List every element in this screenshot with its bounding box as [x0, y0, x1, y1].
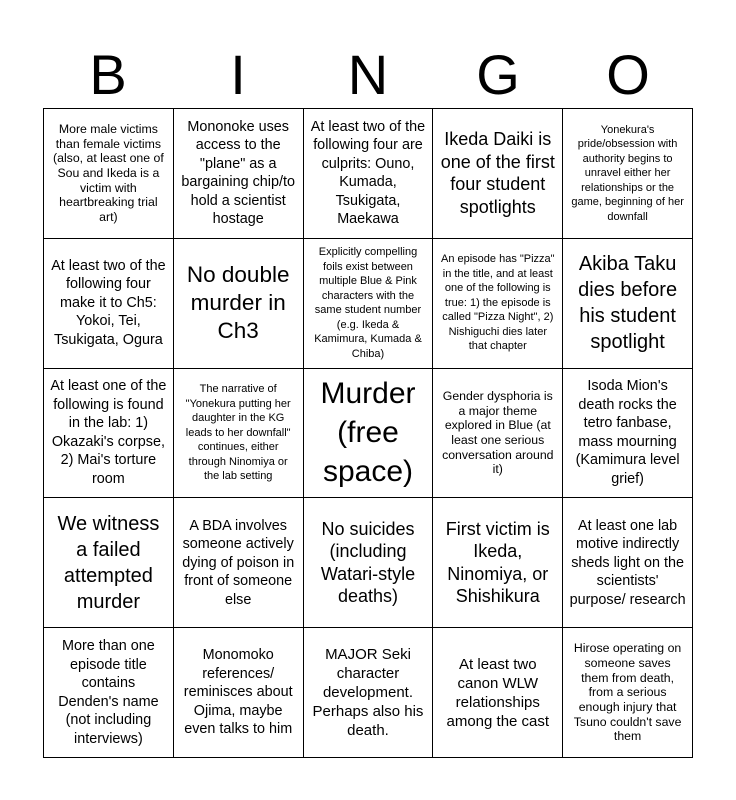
cell-text: Isoda Mion's death rocks the tetro fanbase, mass mourning (Kamimura level grief) — [575, 378, 680, 487]
header-letter-i: I — [230, 43, 246, 106]
cell-text: More than one episode title contains Denden's name (not including interviews) — [58, 638, 159, 747]
bingo-cell-r3c5[interactable] — [563, 369, 693, 499]
cell-text: At least two of the following four make it to Ch5: Yokoi, Tei, Tsukigata, Ogura — [51, 257, 166, 348]
cell-text: An episode has "Pizza" in the title, and at least one of the following is true: 1) the episode is called "Pizza Night", 2) Nishiguchi dies later that chapter — [440, 253, 555, 353]
bingo-cell-r4c2[interactable] — [174, 498, 304, 628]
bingo-cell-r1c3[interactable] — [304, 109, 434, 239]
bingo-cell-r5c3[interactable] — [304, 628, 434, 758]
header-letter-b: B — [89, 43, 127, 106]
cell-text: A BDA involves someone actively dying of poison in front of someone else — [182, 517, 295, 608]
cell-text: The narrative of "Yonekura putting her daughter in the KG leads to her downfall" continues, either through Ninomiya or the lab setting — [185, 383, 291, 483]
cell-text: Mononoke uses access to the "plane" as a bargaining chip/to hold a scientist hostage — [181, 118, 295, 228]
cell-text: Gender dysphoria is a major theme explored in Blue (at least one serious conversation around it) — [442, 388, 554, 477]
cell-text: Explicitly compelling foils exist between multiple Blue & Pink characters with the same student number (e.g. Ikeda & Kamimura, Kumada & Chiba) — [314, 246, 422, 360]
bingo-cell-r4c4[interactable] — [433, 498, 563, 628]
cell-text: At least two canon WLW relationships among the cast — [446, 655, 550, 730]
bingo-cell-free-space[interactable] — [304, 369, 434, 499]
bingo-cell-r1c5[interactable] — [563, 109, 693, 239]
bingo-cell-r3c2[interactable] — [174, 369, 304, 499]
bingo-cell-r2c5[interactable] — [563, 239, 693, 369]
bingo-cell-r2c3[interactable] — [304, 239, 434, 369]
bingo-cell-r2c4[interactable] — [433, 239, 563, 369]
bingo-cell-r1c2[interactable] — [174, 109, 304, 239]
bingo-cell-r5c5[interactable] — [563, 628, 693, 758]
cell-text: Hirose operating on someone saves them from death, from a serious enough injury that Tsuno couldn't save them — [573, 641, 682, 744]
bingo-cell-r4c1[interactable] — [44, 498, 174, 628]
cell-text: We witness a failed attempted murder — [57, 512, 160, 613]
cell-text: Murder (free space) — [320, 377, 416, 489]
bingo-cell-r5c2[interactable] — [174, 628, 304, 758]
bingo-cell-r4c3[interactable] — [304, 498, 434, 628]
cell-text: More male victims than female victims (also, at least one of Sou and Ikeda is a victim with heartbreaking trial art) — [53, 121, 164, 225]
cell-text: At least one lab motive indirectly sheds light on the scientists' purpose/ research — [569, 517, 686, 608]
cell-text: Yonekura's pride/obsession with authority begins to unravel either her relationships or the game, beginning of her downfall — [571, 123, 684, 223]
cell-text: First victim is Ikeda, Ninomiya, or Shishikura — [445, 518, 550, 607]
header-letter-o: O — [606, 43, 650, 106]
cell-text: MAJOR Seki character development. Perhaps also his death. — [312, 646, 424, 740]
bingo-cell-r3c1[interactable] — [44, 369, 174, 499]
bingo-header — [43, 42, 693, 108]
bingo-grid — [43, 108, 693, 758]
cell-text: At least one of the following is found in the lab: 1) Okazaki's corpse, 2) Mai's torture room — [50, 378, 167, 487]
bingo-cell-r2c2[interactable] — [174, 239, 304, 369]
header-letter-n: N — [347, 43, 389, 106]
cell-text: At least two of the following four are culprits: Ouno, Kumada, Tsukigata, Maekawa — [310, 118, 426, 228]
cell-text: No double murder in Ch3 — [186, 262, 290, 344]
bingo-cell-r4c5[interactable] — [563, 498, 693, 628]
bingo-cell-r3c4[interactable] — [433, 369, 563, 499]
cell-text: Monomoko references/ reminisces about Ojima, maybe even talks to him — [183, 647, 293, 738]
bingo-cell-r1c4[interactable] — [433, 109, 563, 239]
bingo-cell-r2c1[interactable] — [44, 239, 174, 369]
cell-text: No suicides (including Watari-style deaths) — [320, 518, 416, 607]
header-letter-g: G — [476, 43, 520, 106]
cell-text: Ikeda Daiki is one of the first four student spotlights — [440, 129, 555, 217]
cell-text: Akiba Taku dies before his student spotlight — [578, 253, 678, 354]
bingo-cell-r1c1[interactable] — [44, 109, 174, 239]
bingo-cell-r5c4[interactable] — [433, 628, 563, 758]
bingo-cell-r5c1[interactable] — [44, 628, 174, 758]
